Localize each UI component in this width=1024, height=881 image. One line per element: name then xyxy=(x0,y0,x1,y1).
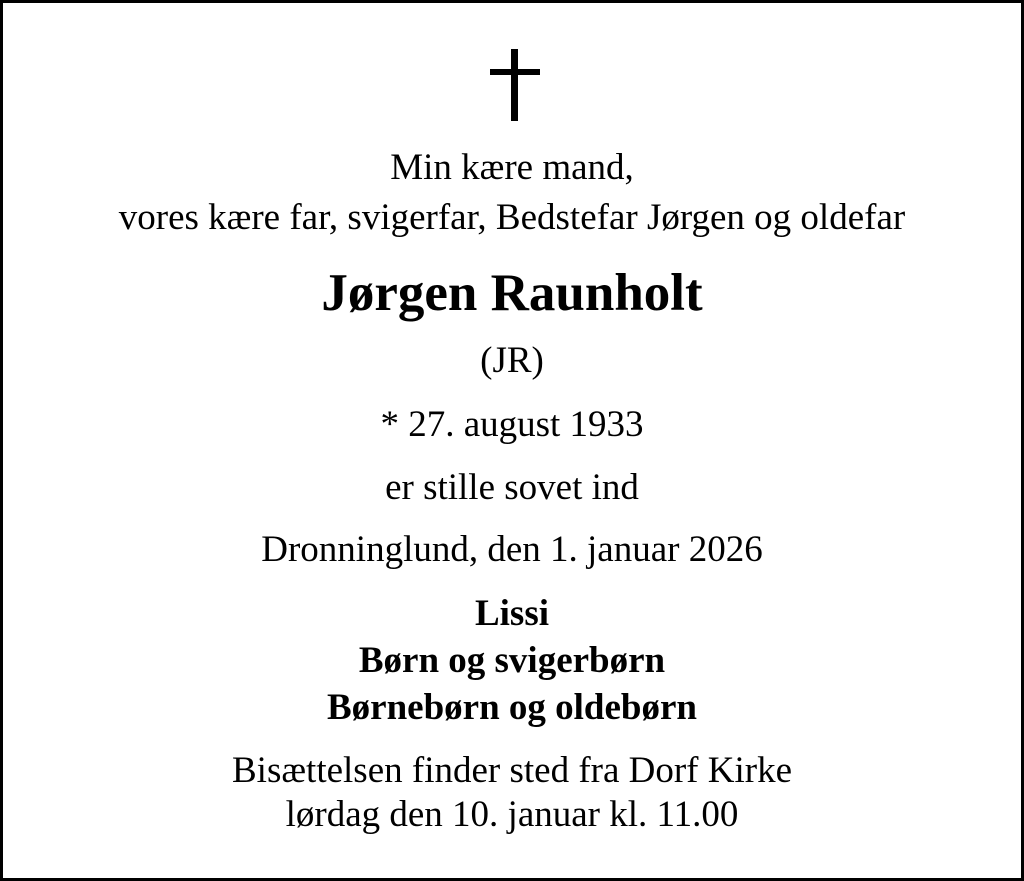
deceased-initials: (JR) xyxy=(480,340,544,381)
family-line-grandchildren: Børnebørn og oldebørn xyxy=(326,687,698,728)
passing-text: er stille sovet ind xyxy=(385,467,639,508)
cross-icon xyxy=(490,49,540,121)
intro-line-2: vores kære far, svigerfar, Bedstefar Jørgen og oldefar xyxy=(118,197,906,238)
intro-line-1: Min kære mand, xyxy=(390,147,634,188)
deceased-name: Jørgen Raunholt xyxy=(321,264,703,322)
place-and-date: Dronninglund, den 1. januar 2026 xyxy=(261,529,763,570)
cross-vertical-bar xyxy=(511,49,518,121)
funeral-location: Bisættelsen finder sted fra Dorf Kirke xyxy=(232,750,792,791)
birth-date: * 27. august 1933 xyxy=(380,404,644,445)
funeral-time: lørdag den 10. januar kl. 11.00 xyxy=(285,794,739,835)
family-line-spouse: Lissi xyxy=(474,593,550,634)
family-line-children: Børn og svigerbørn xyxy=(358,640,666,681)
cross-horizontal-bar xyxy=(490,69,540,75)
